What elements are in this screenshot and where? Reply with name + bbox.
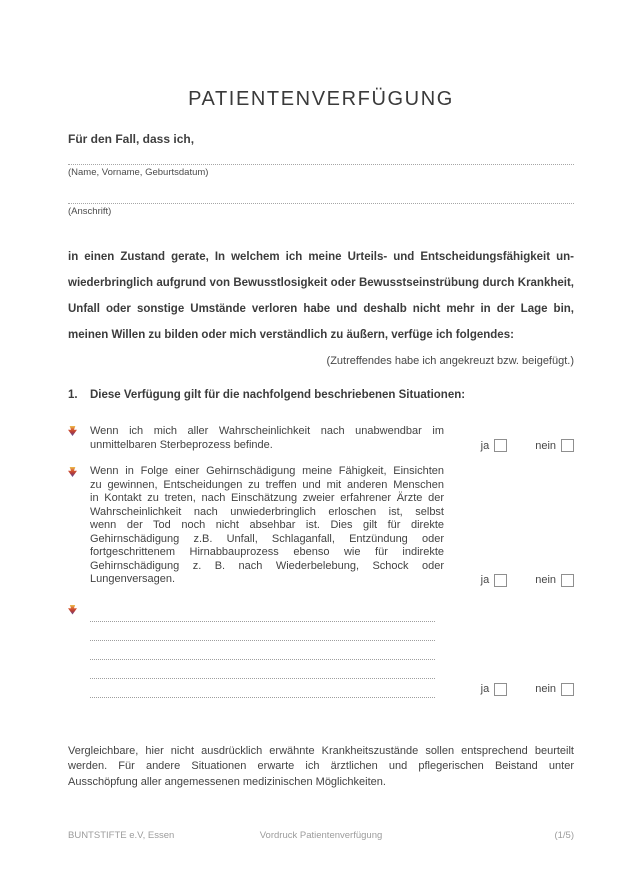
situation-2-text bbox=[90, 465, 444, 587]
nein-label: nein bbox=[535, 683, 556, 695]
nein-checkbox[interactable] bbox=[561, 574, 574, 587]
footer-page-number: (1/5) bbox=[554, 830, 575, 841]
address-fill-line[interactable] bbox=[68, 179, 574, 204]
situation-item-2 bbox=[68, 465, 574, 587]
ja-label: ja bbox=[480, 439, 490, 452]
address-field-label: (Anschrift) bbox=[68, 206, 112, 217]
arrow-bullet-icon bbox=[68, 605, 77, 615]
text-line: meinen Willen zu bilden oder mich verständlich zu äußern, verfüge ich folgendes: bbox=[68, 329, 514, 341]
footer-document-name: Vordruck Patientenverfügung bbox=[259, 830, 383, 841]
nein-checkbox[interactable] bbox=[561, 439, 574, 452]
nein-label: nein bbox=[535, 574, 556, 586]
name-field-label: (Name, Vorname, Geburtsdatum) bbox=[68, 167, 209, 178]
footer-organization: BUNTSTIFTE e.V, Essen bbox=[68, 830, 175, 841]
section-1-heading bbox=[68, 388, 574, 402]
text-line: Wenn ich mich aller Wahrscheinlichkeit nach unabwendbar im bbox=[90, 425, 444, 437]
name-field bbox=[68, 146, 574, 179]
dotted-fill-line[interactable] bbox=[90, 679, 435, 698]
text-line: Wahrscheinlichkeit nach unwiederbringlich erloschen ist, selbst bbox=[90, 505, 444, 518]
arrow-bullet-icon bbox=[68, 467, 77, 477]
text-line: fortgeschrittenem Hirnabbauprozess ebenso wie für indirekte bbox=[90, 546, 444, 558]
situation-2-answers bbox=[481, 574, 574, 587]
nein-label: nein bbox=[535, 439, 556, 452]
ja-label: ja bbox=[480, 574, 490, 586]
ja-checkbox[interactable] bbox=[494, 574, 507, 587]
situation-item-1 bbox=[68, 424, 574, 452]
closing-paragraph bbox=[68, 744, 574, 791]
arrow-bullet-icon bbox=[68, 426, 77, 436]
page-footer bbox=[68, 830, 574, 842]
text-line: Ausschöpfung aller angemessenen medizinischen Möglichkeiten. bbox=[68, 775, 386, 788]
text-line: Gehirnschädigung z. B. nach Wiederbelebung, Schock oder bbox=[90, 559, 444, 572]
situation-1-answers bbox=[481, 439, 574, 452]
dotted-fill-line[interactable] bbox=[90, 622, 435, 641]
text-line: Gehirnschädigung z.B. Unfall, Schlaganfall, Entzündung oder bbox=[90, 532, 444, 545]
text-line: wiederbringlich aufgrund von Bewusstlosigkeit oder Bewusstseinstrübung durch Krankheit, bbox=[68, 277, 574, 289]
situation-item-3 bbox=[68, 603, 574, 698]
situation-3-blank-lines bbox=[90, 603, 435, 698]
intro-lead: Für den Fall, dass ich, bbox=[68, 132, 195, 146]
ja-checkbox[interactable] bbox=[494, 439, 507, 452]
dotted-fill-line[interactable] bbox=[90, 603, 435, 622]
checkbox-instruction-note: (Zutreffendes habe ich angekreuzt bzw. beigefügt.) bbox=[326, 355, 574, 367]
address-field bbox=[68, 179, 574, 218]
situation-3-answers bbox=[481, 683, 574, 696]
main-declaration-paragraph bbox=[68, 244, 574, 348]
text-line: in Kontakt zu treten, nach Einschätzung zweier erfahrener Ärzte der bbox=[90, 492, 444, 504]
ja-checkbox[interactable] bbox=[494, 683, 507, 696]
text-line: Vergleichbare, hier nicht ausdrücklich erwähnte Krankheitszustände sollen entsprechend beurteilt bbox=[68, 744, 574, 757]
text-line: Lungenversagen. bbox=[90, 573, 176, 585]
ja-label: ja bbox=[480, 683, 490, 695]
text-line: werden. Für andere Situationen erwarte ich ärztlichen und pflegerischen Beistand unter bbox=[68, 760, 574, 772]
situation-1-text bbox=[90, 424, 444, 452]
text-line: in einen Zustand gerate, In welchem ich meine Urteils- und Entscheidungsfähigkeit un- bbox=[68, 251, 574, 263]
section-1-number: 1. bbox=[68, 389, 78, 401]
nein-checkbox[interactable] bbox=[561, 683, 574, 696]
section-1-heading-text: Diese Verfügung gilt für die nachfolgend beschriebenen Situationen: bbox=[90, 389, 466, 401]
text-line: unmittelbaren Sterbeprozess befinde. bbox=[90, 439, 273, 451]
name-fill-line[interactable] bbox=[68, 146, 574, 165]
dotted-fill-line[interactable] bbox=[90, 641, 435, 660]
text-line: Unfall oder sonstige Umstände verloren habe und deshalb nicht mehr in der Lage bin, bbox=[68, 303, 574, 315]
page-title: PATIENTENVERFÜGUNG bbox=[188, 88, 454, 110]
text-line: Wenn in Folge einer Gehirnschädigung meine Fähigkeit, Einsichten bbox=[90, 465, 444, 477]
text-line: zu gewinnen, Entscheidungen zu treffen und mit anderen Menschen bbox=[90, 478, 444, 491]
text-line: wenn der Tod noch nicht absehbar ist. Dies gilt für direkte bbox=[90, 519, 444, 531]
dotted-fill-line[interactable] bbox=[90, 660, 435, 679]
